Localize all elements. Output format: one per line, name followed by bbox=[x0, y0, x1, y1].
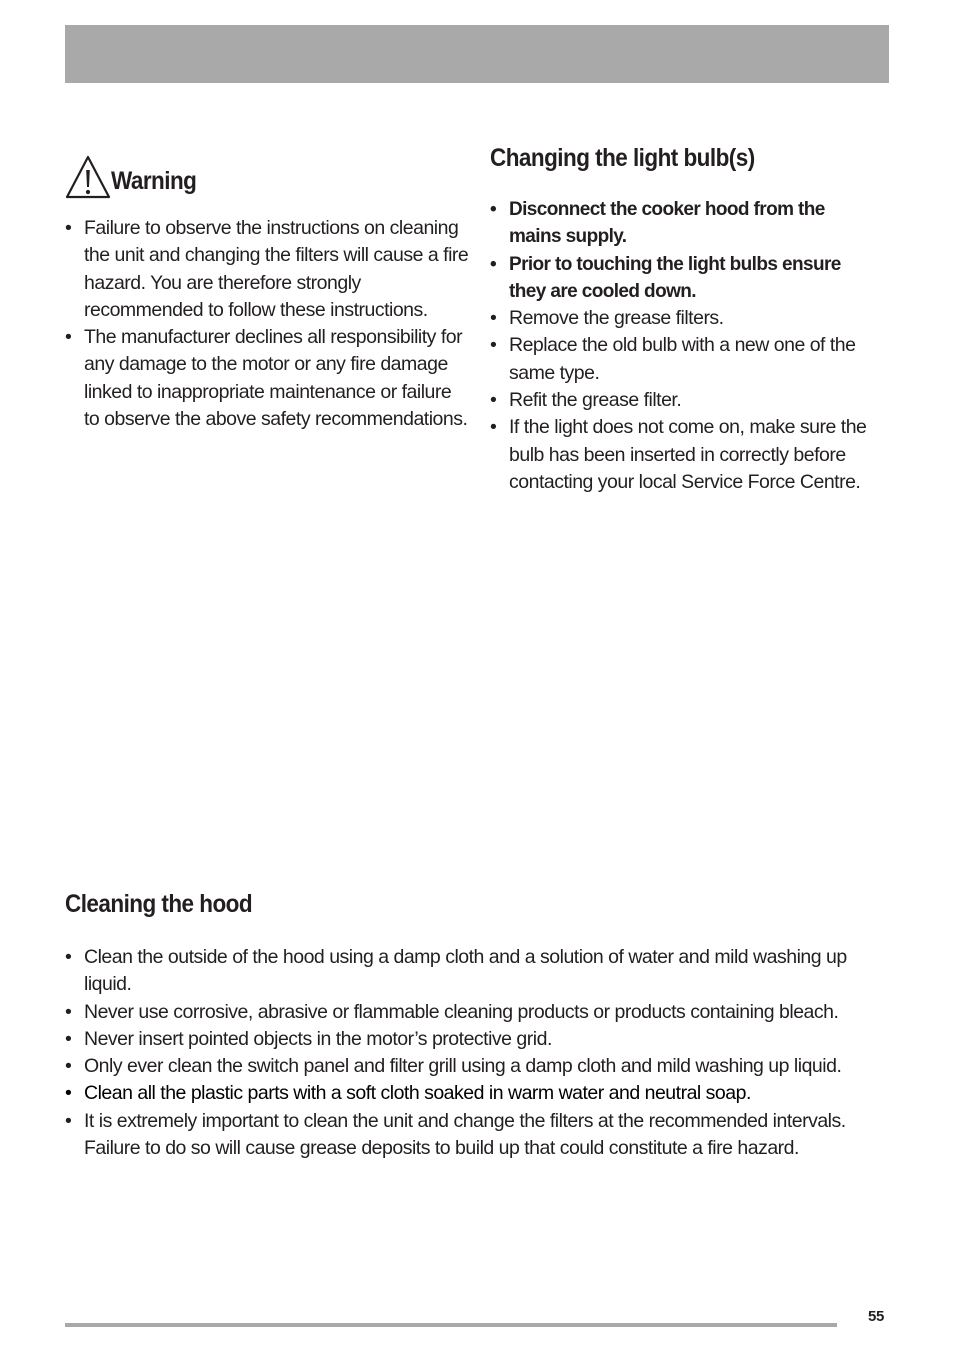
bullet: • bbox=[490, 416, 497, 439]
cleaning-section bbox=[65, 890, 865, 1162]
bullet: • bbox=[65, 1082, 72, 1105]
warning-heading: Warning bbox=[111, 167, 197, 195]
list-item: • If the light does not come on, make sure the bulb has been inserted in correctly before contacting your local Service Force Centre. bbox=[490, 416, 867, 493]
warning-triangle-icon bbox=[65, 154, 111, 200]
bullet: • bbox=[65, 1109, 72, 1132]
list-item: • Replace the old bulb with a new one of the same type. bbox=[490, 334, 856, 384]
bullet: • bbox=[65, 217, 72, 239]
list-item: • Failure to observe the instructions on cleaning the unit and changing the filters will cause a fire hazard. You are therefore strongly recommended to follow these instructions. bbox=[65, 217, 469, 321]
warning-heading-row bbox=[65, 150, 470, 200]
list-item: • Clean the outside of the hood using a damp cloth and a solution of water and mild washing up liquid. bbox=[65, 946, 847, 996]
bullet: • bbox=[490, 253, 497, 275]
page-number: 55 bbox=[868, 1308, 885, 1325]
light-bulbs-list bbox=[490, 196, 880, 496]
list-item: • Never insert pointed objects in the motor’s protective grid. bbox=[65, 1026, 865, 1053]
list-item: • The manufacturer declines all responsibility for any damage to the motor or any fire damage linked to inappropriate maintenance or failure to observe the above safety recommendations. bbox=[65, 326, 468, 431]
list-item: • Only ever clean the switch panel and filter grill using a damp cloth and mild washing up liquid. bbox=[65, 1053, 865, 1080]
warning-list bbox=[65, 215, 470, 433]
bullet: • bbox=[65, 1027, 72, 1050]
cleaning-list bbox=[65, 944, 865, 1162]
bullet: • bbox=[65, 326, 72, 349]
bullet: • bbox=[65, 946, 72, 968]
list-item: • Disconnect the cooker hood from the mains supply. bbox=[490, 196, 880, 251]
footer-rule bbox=[65, 1323, 837, 1327]
bullet: • bbox=[490, 334, 497, 357]
light-bulbs-heading: Changing the light bulb(s) bbox=[490, 144, 755, 172]
list-item: • Remove the grease filters. bbox=[490, 305, 880, 332]
bullet: • bbox=[490, 389, 497, 412]
bullet: • bbox=[65, 1055, 72, 1078]
bullet: • bbox=[490, 307, 497, 330]
warning-section bbox=[65, 150, 470, 433]
list-item: • Clean all the plastic parts with a soft cloth soaked in warm water and neutral soap. bbox=[65, 1080, 865, 1107]
bullet: • bbox=[65, 1000, 72, 1023]
list-item: • Never use corrosive, abrasive or flammable cleaning products or products containing bleach. bbox=[65, 999, 865, 1026]
header-bar bbox=[65, 25, 889, 83]
light-bulbs-section bbox=[490, 144, 880, 496]
list-item: • Refit the grease filter. bbox=[490, 387, 880, 414]
bullet: • bbox=[490, 199, 497, 220]
list-item: • It is extremely important to clean the unit and change the filters at the recommended intervals. Failure to do so will cause grease deposits to build up that could constitute a fire hazard. bbox=[65, 1109, 846, 1160]
list-item: • Prior to touching the light bulbs ensure they are cooled down. bbox=[490, 251, 880, 306]
cleaning-heading: Cleaning the hood bbox=[65, 890, 253, 918]
